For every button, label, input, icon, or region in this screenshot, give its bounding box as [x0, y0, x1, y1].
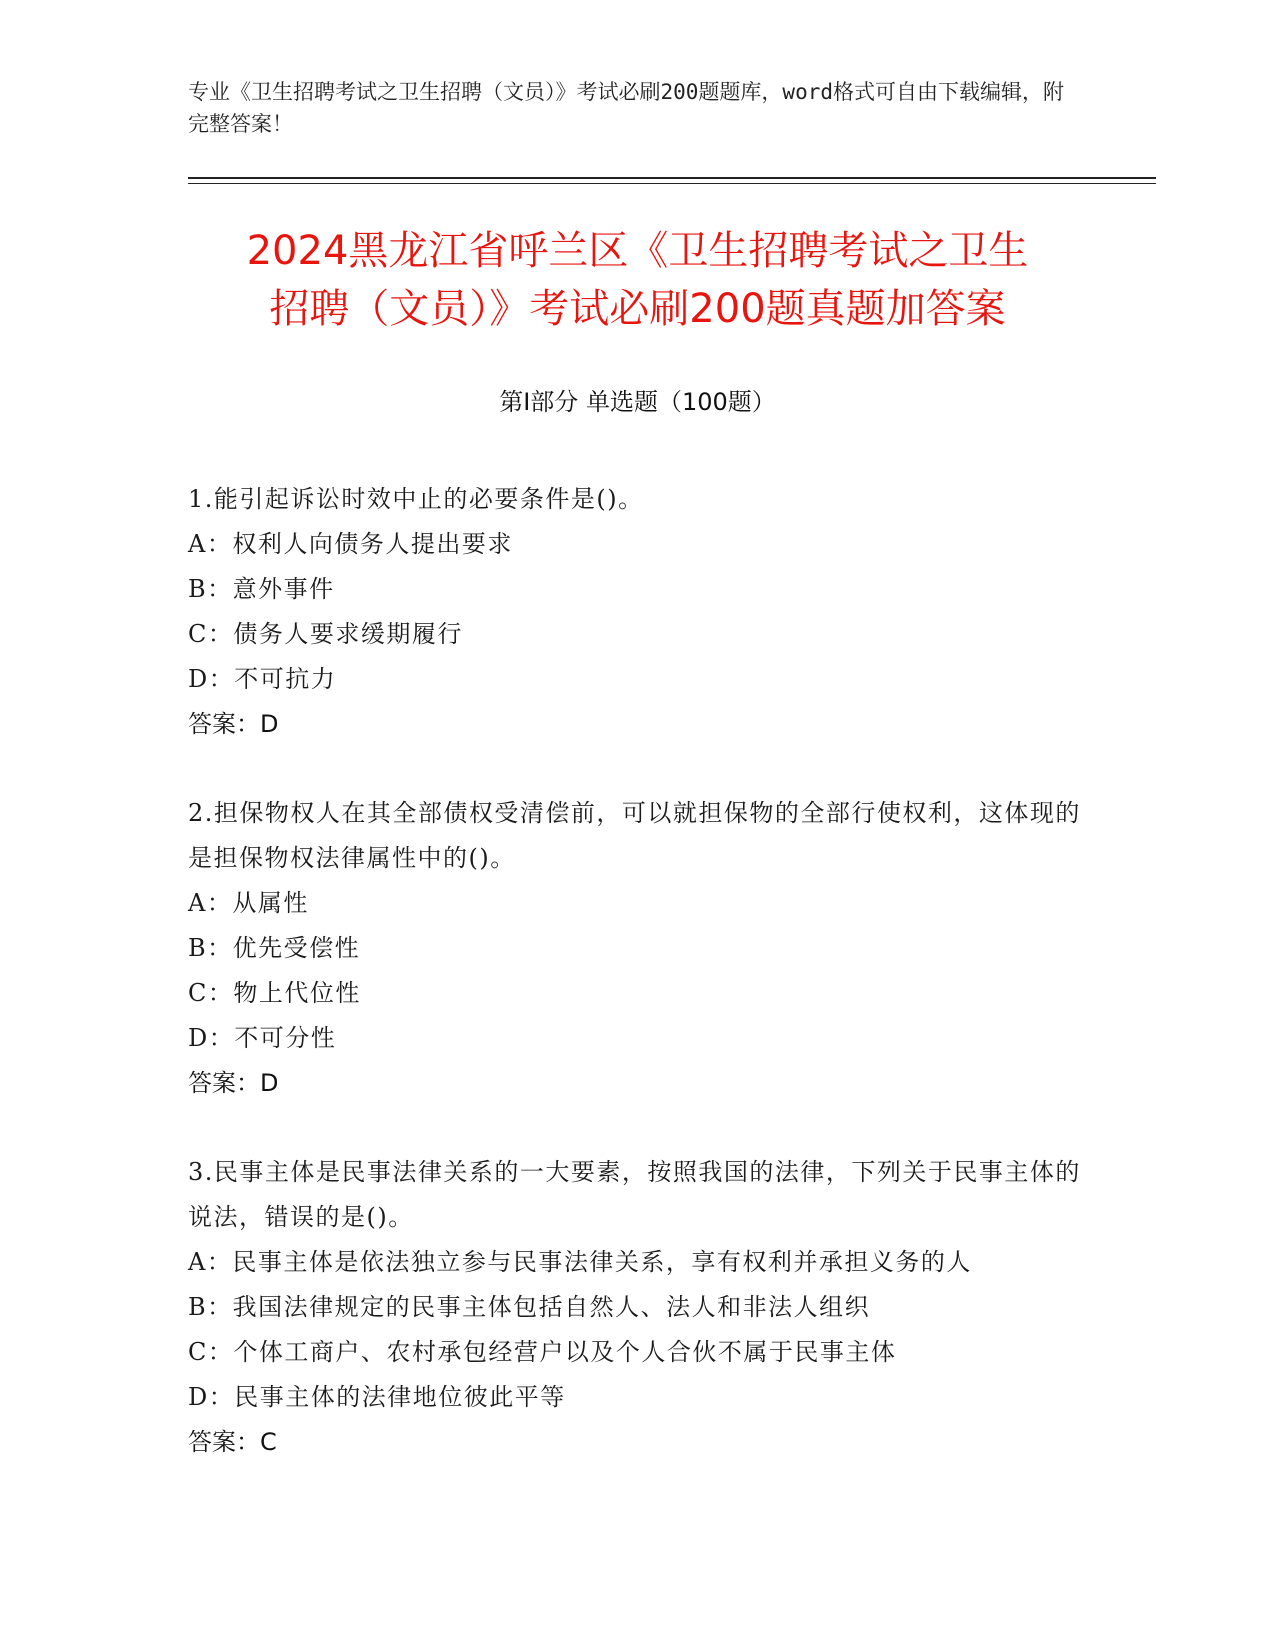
question-item-2 — [188, 791, 1088, 1106]
answer-line: 答案：D — [188, 710, 279, 738]
option-a: A：权利人向债务人提出要求 — [188, 530, 513, 558]
question-list — [188, 477, 1088, 1509]
document-title-line-1: 2024黑龙江省呼兰区《卫生招聘考试之卫生 — [246, 228, 1029, 274]
option-c: C：物上代位性 — [188, 979, 361, 1007]
option-c: C：个体工商户、农村承包经营户以及个人合伙不属于民事主体 — [188, 1338, 897, 1366]
option-b: B：我国法律规定的民事主体包括自然人、法人和非法人组织 — [188, 1293, 871, 1321]
question-item-3 — [188, 1150, 1088, 1465]
question-stem: 1.能引起诉讼时效中止的必要条件是()。 — [188, 485, 644, 513]
option-a: A：从属性 — [188, 889, 309, 917]
header-divider-thin — [188, 183, 1156, 184]
section-title: 第Ⅰ部分 单选题（100题） — [499, 388, 776, 416]
document-title-line-2: 招聘（文员）》考试必刷200题真题加答案 — [269, 286, 1006, 332]
option-d: D：不可分性 — [188, 1024, 337, 1052]
document-title — [150, 222, 1125, 338]
question-item-1 — [188, 477, 1088, 747]
answer-line: 答案：D — [188, 1069, 279, 1097]
answer-line: 答案：C — [188, 1428, 277, 1456]
option-b: B：优先受偿性 — [188, 934, 361, 962]
option-d: D：民事主体的法律地位彼此平等 — [188, 1383, 566, 1411]
option-b: B：意外事件 — [188, 575, 335, 603]
header-divider-thick — [188, 177, 1156, 179]
option-a: A：民事主体是依法独立参与民事法律关系，享有权利并承担义务的人 — [188, 1248, 972, 1276]
option-d: D：不可抗力 — [188, 665, 337, 693]
question-stem: 3.民事主体是民事法律关系的一大要素，按照我国的法律，下列关于民事主体的说法，错误的是()。 — [188, 1158, 1081, 1231]
question-stem: 2.担保物权人在其全部债权受清偿前，可以就担保物的全部行使权利，这体现的是担保物权法律属性中的()。 — [188, 799, 1081, 872]
option-c: C：债务人要求缓期履行 — [188, 620, 463, 648]
header-note: 专业《卫生招聘考试之卫生招聘（文员）》考试必刷200题题库，word格式可自由下载编辑，附完整答案！ — [188, 80, 1064, 136]
